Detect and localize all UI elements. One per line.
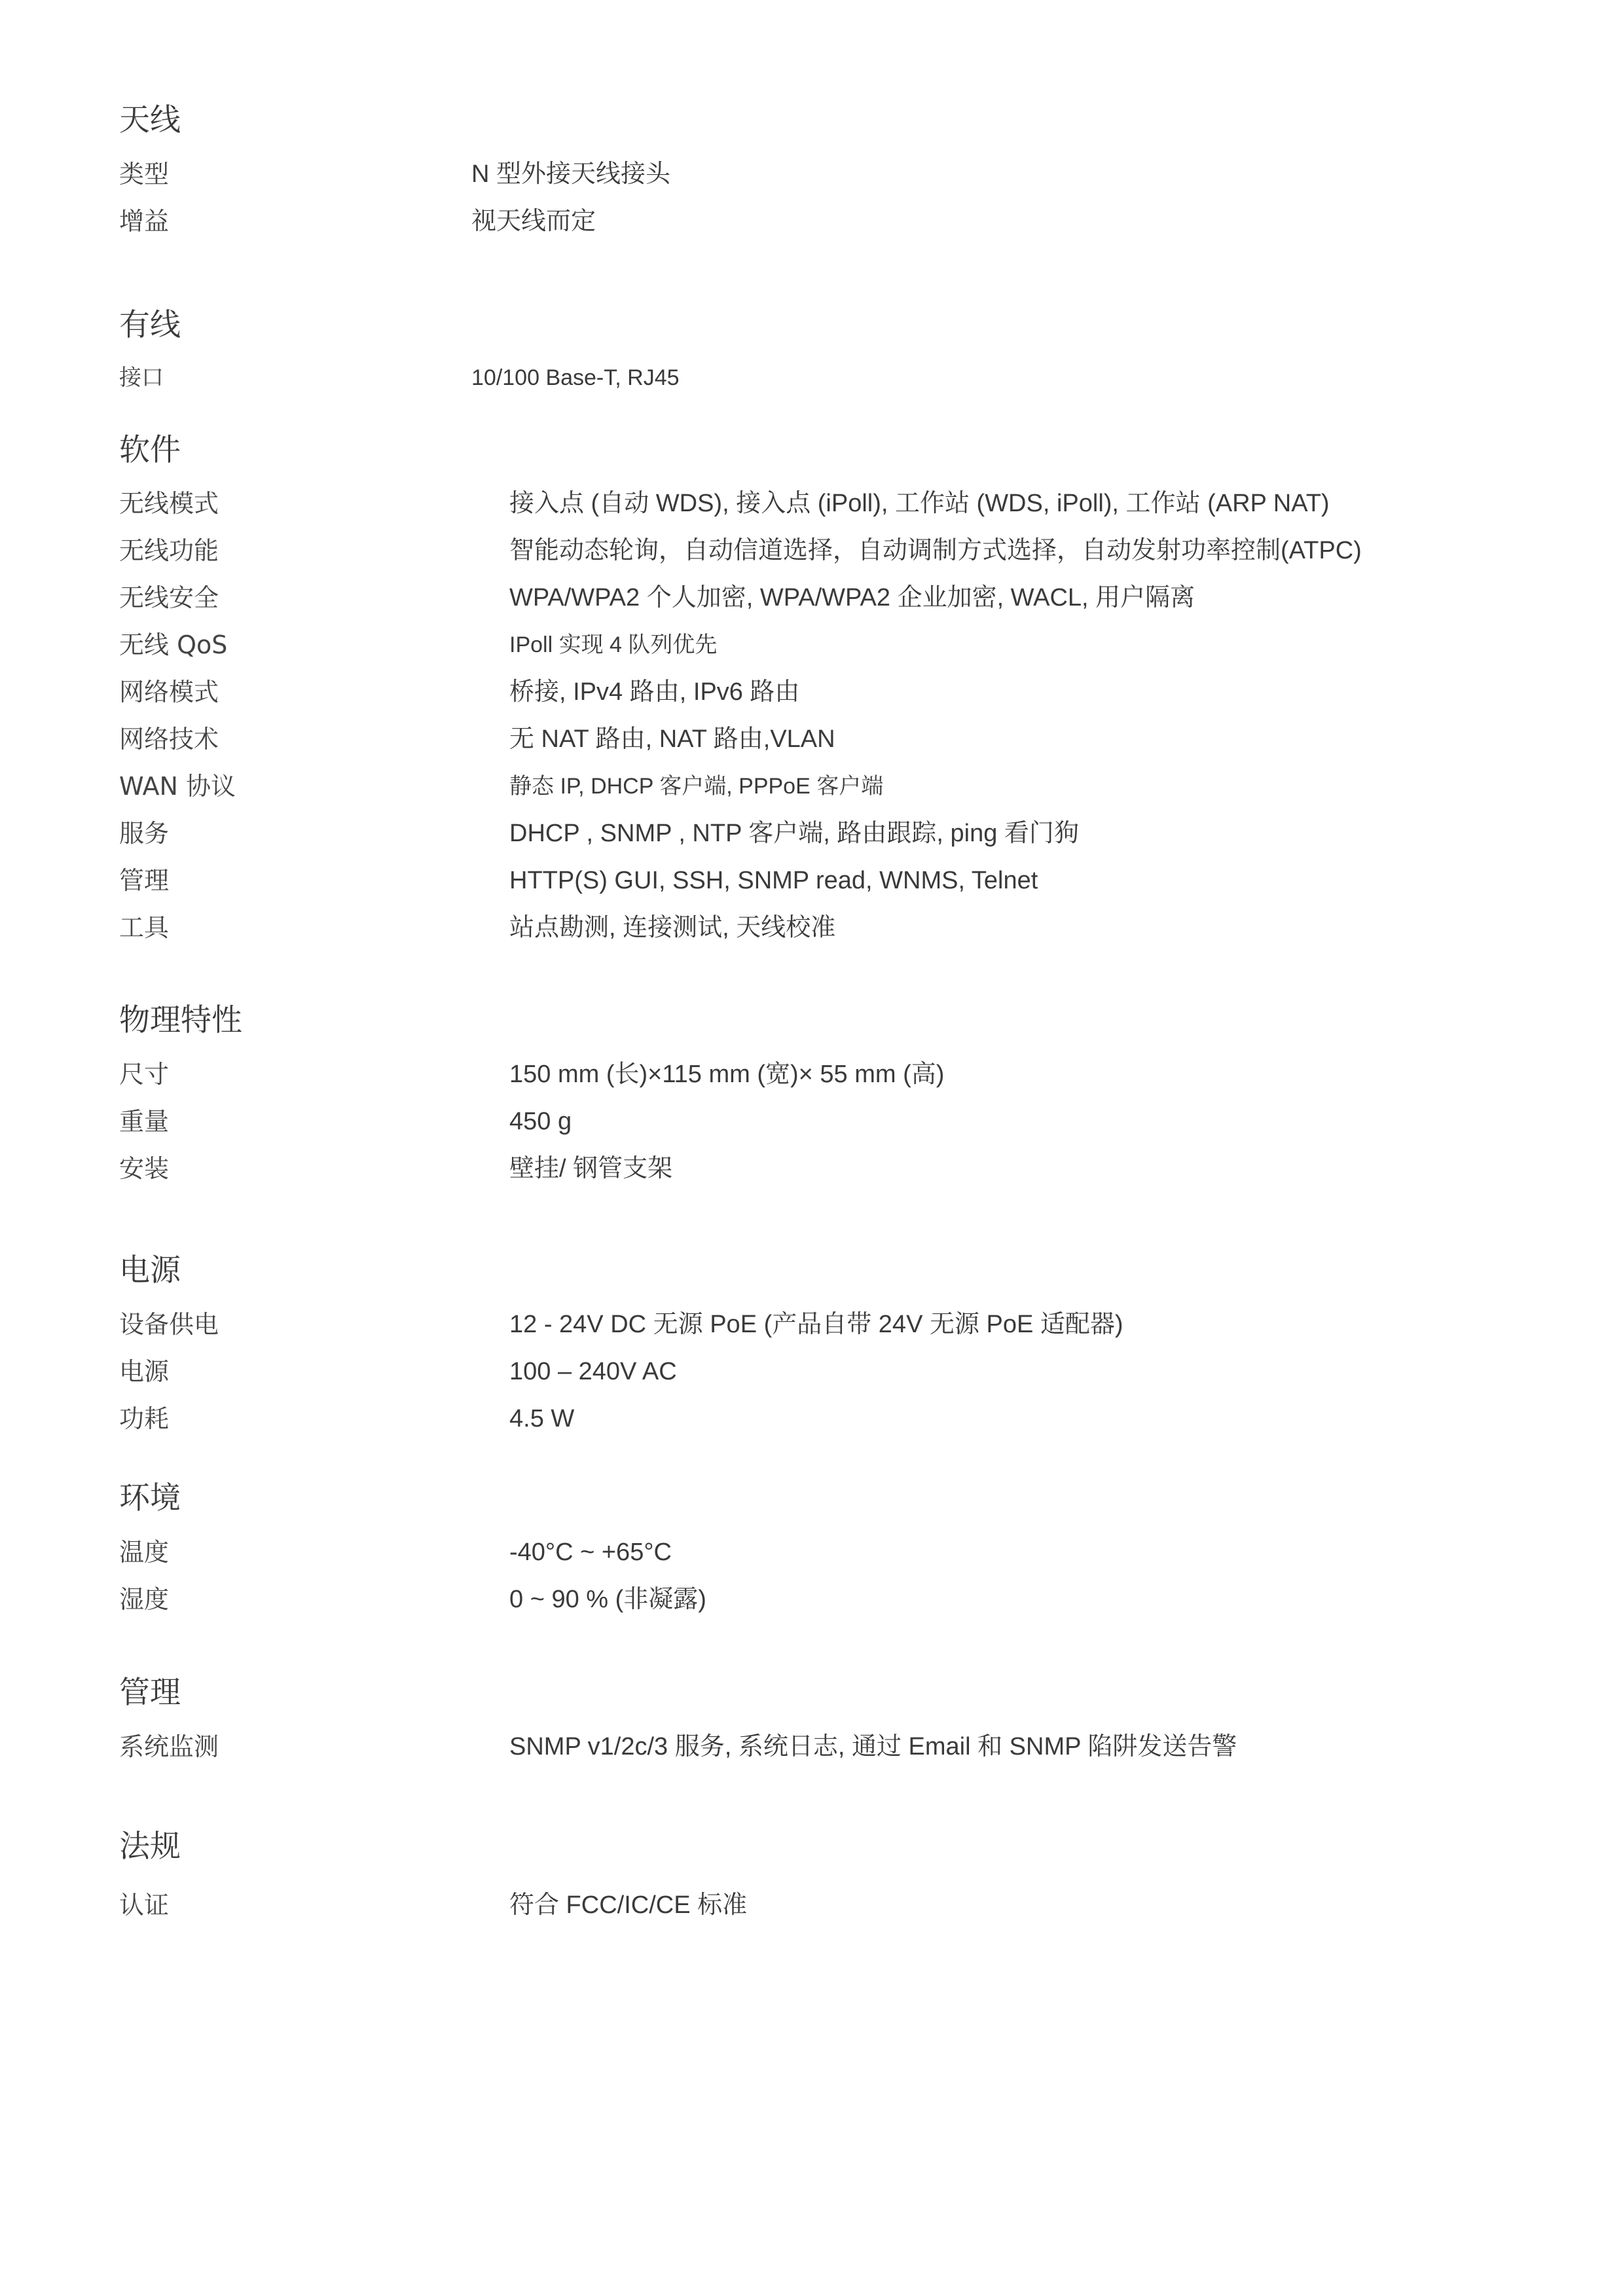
- section-title-management: 管理: [119, 1675, 181, 1711]
- spec-value-dimensions: 150 mm (长)×115 mm (宽)× 55 mm (高): [509, 1061, 945, 1088]
- spec-value-humidity: 0 ~ 90 % (非凝露): [509, 1586, 706, 1613]
- spec-label-power-supply: 设备供电: [119, 1310, 219, 1339]
- spec-label-network-mode: 网络模式: [119, 678, 219, 706]
- spec-label-wireless-security: 无线安全: [119, 583, 219, 612]
- spec-label-humidity: 湿度: [119, 1585, 170, 1614]
- spec-value-network-tech: 无 NAT 路由, NAT 路由,VLAN: [509, 725, 835, 753]
- spec-value-services: DHCP , SNMP , NTP 客户端, 路由跟踪, ping 看门狗: [509, 820, 1079, 847]
- spec-value-antenna-type: N 型外接天线接头: [471, 160, 671, 188]
- spec-value-network-mode: 桥接, IPv4 路由, IPv6 路由: [509, 678, 800, 706]
- spec-value-power-input: 100 – 240V AC: [509, 1358, 677, 1385]
- spec-label-power-input: 电源: [119, 1357, 170, 1386]
- spec-label-dimensions: 尺寸: [119, 1060, 170, 1089]
- spec-value-antenna-gain: 视天线而定: [471, 208, 596, 235]
- section-title-physical: 物理特性: [119, 1002, 242, 1038]
- section-title-wired: 有线: [119, 307, 181, 343]
- spec-value-power-consumption: 4.5 W: [509, 1405, 575, 1432]
- spec-label-wireless-qos: 无线 QoS: [119, 630, 228, 659]
- spec-value-mounting: 壁挂/ 钢管支架: [509, 1155, 673, 1182]
- spec-label-mounting: 安装: [119, 1154, 170, 1183]
- spec-value-wireless-qos: IPoll 实现 4 队列优先: [509, 632, 718, 657]
- spec-label-tools: 工具: [119, 913, 170, 942]
- spec-label-management-sw: 管理: [119, 866, 170, 895]
- spec-label-temperature: 温度: [119, 1538, 170, 1567]
- spec-label-antenna-gain: 增益: [119, 207, 170, 236]
- section-title-software: 软件: [119, 432, 181, 468]
- spec-label-weight: 重量: [119, 1107, 170, 1136]
- section-title-regulatory: 法规: [119, 1829, 181, 1865]
- section-title-environment: 环境: [119, 1480, 181, 1516]
- spec-label-wired-interface: 接口: [119, 365, 164, 391]
- section-title-power: 电源: [119, 1252, 181, 1288]
- spec-value-system-monitoring: SNMP v1/2c/3 服务, 系统日志, 通过 Email 和 SNMP 陷阱发送告警: [509, 1733, 1237, 1760]
- spec-label-antenna-type: 类型: [119, 160, 170, 189]
- spec-value-tools: 站点勘测, 连接测试, 天线校准: [509, 914, 836, 941]
- spec-label-wan-protocol: WAN 协议: [119, 772, 236, 801]
- spec-value-wireless-mode: 接入点 (自动 WDS), 接入点 (iPoll), 工作站 (WDS, iPoll), 工作站 (ARP NAT): [509, 490, 1330, 517]
- spec-label-wireless-features: 无线功能: [119, 536, 219, 565]
- section-title-antenna: 天线: [119, 102, 181, 138]
- spec-value-temperature: -40°C ~ +65°C: [509, 1539, 672, 1566]
- spec-value-weight: 450 g: [509, 1108, 572, 1135]
- spec-value-certification: 符合 FCC/IC/CE 标准: [509, 1891, 748, 1919]
- spec-value-wan-protocol: 静态 IP, DHCP 客户端, PPPoE 客户端: [509, 774, 884, 799]
- spec-value-power-supply: 12 - 24V DC 无源 PoE (产品自带 24V 无源 PoE 适配器): [509, 1311, 1123, 1338]
- spec-label-services: 服务: [119, 819, 170, 848]
- spec-label-network-tech: 网络技术: [119, 725, 219, 754]
- spec-label-system-monitoring: 系统监测: [119, 1732, 219, 1761]
- spec-label-wireless-mode: 无线模式: [119, 489, 219, 518]
- spec-value-wired-interface: 10/100 Base-T, RJ45: [471, 365, 680, 390]
- spec-value-management-sw: HTTP(S) GUI, SSH, SNMP read, WNMS, Telnet: [509, 867, 1038, 894]
- spec-label-certification: 认证: [119, 1891, 170, 1920]
- spec-value-wireless-features: 智能动态轮询，自动信道选择，自动调制方式选择，自动发射功率控制(ATPC): [509, 537, 1362, 564]
- spec-label-power-consumption: 功耗: [119, 1404, 170, 1433]
- spec-value-wireless-security: WPA/WPA2 个人加密, WPA/WPA2 企业加密, WACL, 用户隔离: [509, 584, 1195, 611]
